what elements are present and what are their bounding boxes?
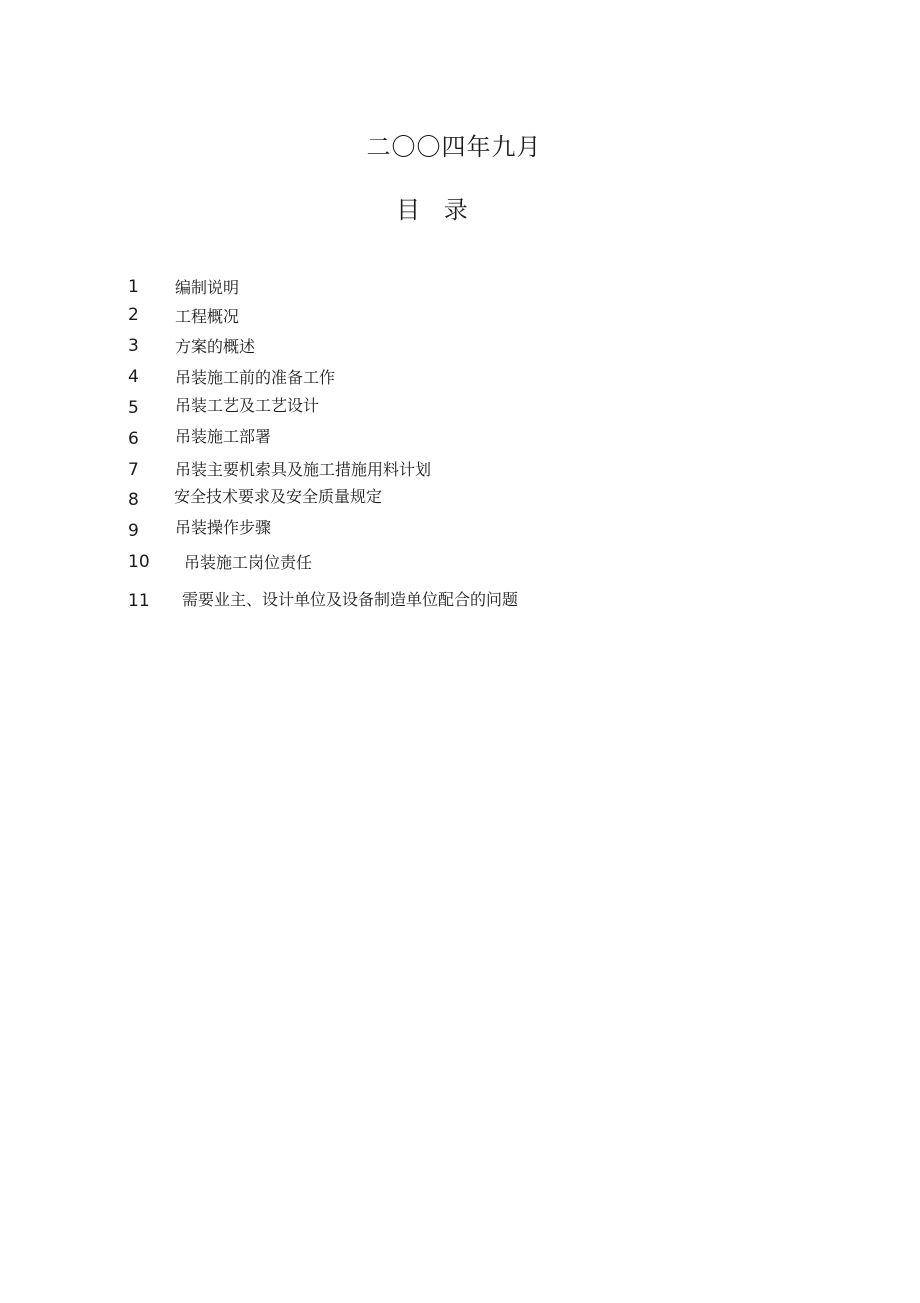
document-date: 二〇〇四年九月 bbox=[366, 133, 542, 161]
toc-item bbox=[128, 274, 828, 302]
toc-item-text: 工程概况 bbox=[175, 307, 240, 326]
toc-item bbox=[128, 426, 828, 454]
toc-item-number: 5 bbox=[128, 398, 139, 418]
toc-item-number: 4 bbox=[128, 367, 139, 387]
toc-item-text: 安全技术要求及安全质量规定 bbox=[174, 487, 383, 506]
toc-item bbox=[128, 302, 828, 330]
toc-item-text: 吊装操作步骤 bbox=[175, 518, 272, 537]
toc-item-text: 吊装主要机索具及施工措施用料计划 bbox=[175, 460, 432, 479]
toc-item bbox=[128, 333, 828, 361]
toc-item bbox=[128, 395, 828, 423]
toc-item-text: 吊装施工前的准备工作 bbox=[175, 368, 336, 387]
toc-item-number: 3 bbox=[128, 336, 139, 356]
toc-item-text: 吊装施工岗位责任 bbox=[184, 553, 313, 572]
toc-item-number: 9 bbox=[128, 521, 139, 541]
toc-item bbox=[128, 549, 828, 577]
toc-item-text: 编制说明 bbox=[175, 278, 240, 297]
toc-item-text: 吊装施工部署 bbox=[175, 427, 272, 446]
toc-item-number: 7 bbox=[128, 460, 139, 480]
toc-item bbox=[128, 588, 828, 616]
toc-item-number: 2 bbox=[128, 305, 139, 325]
toc-item-text: 方案的概述 bbox=[175, 337, 256, 356]
toc-item-text: 吊装工艺及工艺设计 bbox=[175, 396, 320, 415]
toc-item bbox=[128, 518, 828, 546]
toc-item-number: 6 bbox=[128, 429, 139, 449]
toc-item bbox=[128, 364, 828, 392]
toc-title: 目 录 bbox=[396, 196, 476, 224]
toc-item-number: 10 bbox=[128, 552, 150, 572]
toc-item bbox=[128, 487, 828, 515]
toc-item-text: 需要业主、设计单位及设备制造单位配合的问题 bbox=[182, 590, 519, 609]
toc-item-number: 1 bbox=[128, 277, 139, 297]
toc-item-number: 8 bbox=[128, 490, 139, 510]
toc-item-number: 11 bbox=[128, 591, 150, 611]
toc-item bbox=[128, 457, 828, 485]
